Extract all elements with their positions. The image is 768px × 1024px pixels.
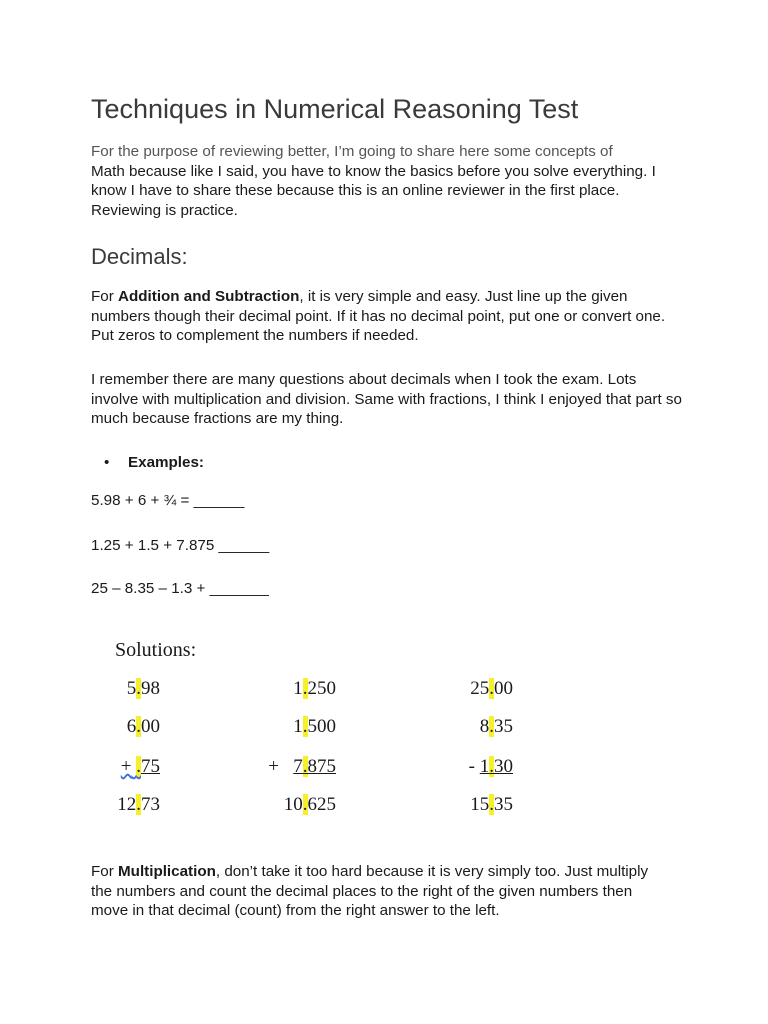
mult-text: , don’t take it too hard because it is very simply too. Just multiply the numbers and count the decimal places to the right of the given numbers then move in that decimal (count) from the right answer to the left. (91, 863, 649, 919)
solution-column-2 (260, 677, 336, 817)
solution-row: 5.98 (126, 678, 160, 699)
mult-prefix: For (91, 863, 119, 880)
add-sub-text: , it is very simple and easy. Just line up the given numbers though their decimal point. If it has no decimal point, put one or convert one. Put zeros to complement the numbers if needed. (91, 288, 666, 344)
solution-row: 25.00 (470, 678, 513, 699)
solution-row: 12.73 (117, 794, 160, 815)
bullet-dot-icon: • (104, 454, 110, 471)
remember-paragraph: I remember there are many questions about decimals when I took the exam. Lots involve with multiplication and division. Same with fractions, I think I enjoyed that part so much because fractions are my thing. (91, 371, 682, 427)
solution-column-3 (440, 677, 513, 817)
example-1: 5.98 + 6 + ¾ = ______ (91, 492, 245, 509)
examples-bullet (104, 454, 204, 471)
solution-row: 6.00 (126, 716, 160, 737)
section-heading-decimals: Decimals: (91, 244, 188, 269)
add-sub-prefix: For (91, 288, 119, 305)
multiplication-paragraph (91, 862, 651, 921)
page-title: Techniques in Numerical Reasoning Test (91, 94, 579, 124)
intro-paragraph (91, 142, 691, 220)
add-sub-bold: Addition and Subtraction (118, 288, 300, 305)
solution-row: 15.35 (470, 794, 513, 815)
example-2: 1.25 + 1.5 + 7.875 ______ (91, 537, 270, 554)
example-3: 25 – 8.35 – 1.3 + _______ (91, 580, 269, 597)
add-sub-paragraph (91, 287, 676, 346)
solution-row: + 7.875 (268, 756, 336, 777)
intro-first-line: For the purpose of reviewing better, I’m going to share here some concepts of (91, 143, 613, 160)
solution-row: 10.625 (283, 794, 336, 815)
solution-row: 8.35 (479, 716, 513, 737)
solution-column-1 (100, 677, 160, 817)
intro-rest: Math because like I said, you have to know the basics before you solve everything. I know I have to share these because this is an online reviewer in the first place. Reviewing is practice. (91, 162, 656, 219)
solution-row: 1.500 (293, 716, 336, 737)
solutions-label: Solutions: (115, 639, 197, 661)
mult-bold: Multiplication (118, 863, 216, 880)
solution-row: + .75 (120, 756, 160, 777)
examples-label: Examples: (128, 454, 204, 471)
solution-row: - 1.30 (468, 756, 513, 777)
solution-row: 1.250 (293, 678, 336, 699)
